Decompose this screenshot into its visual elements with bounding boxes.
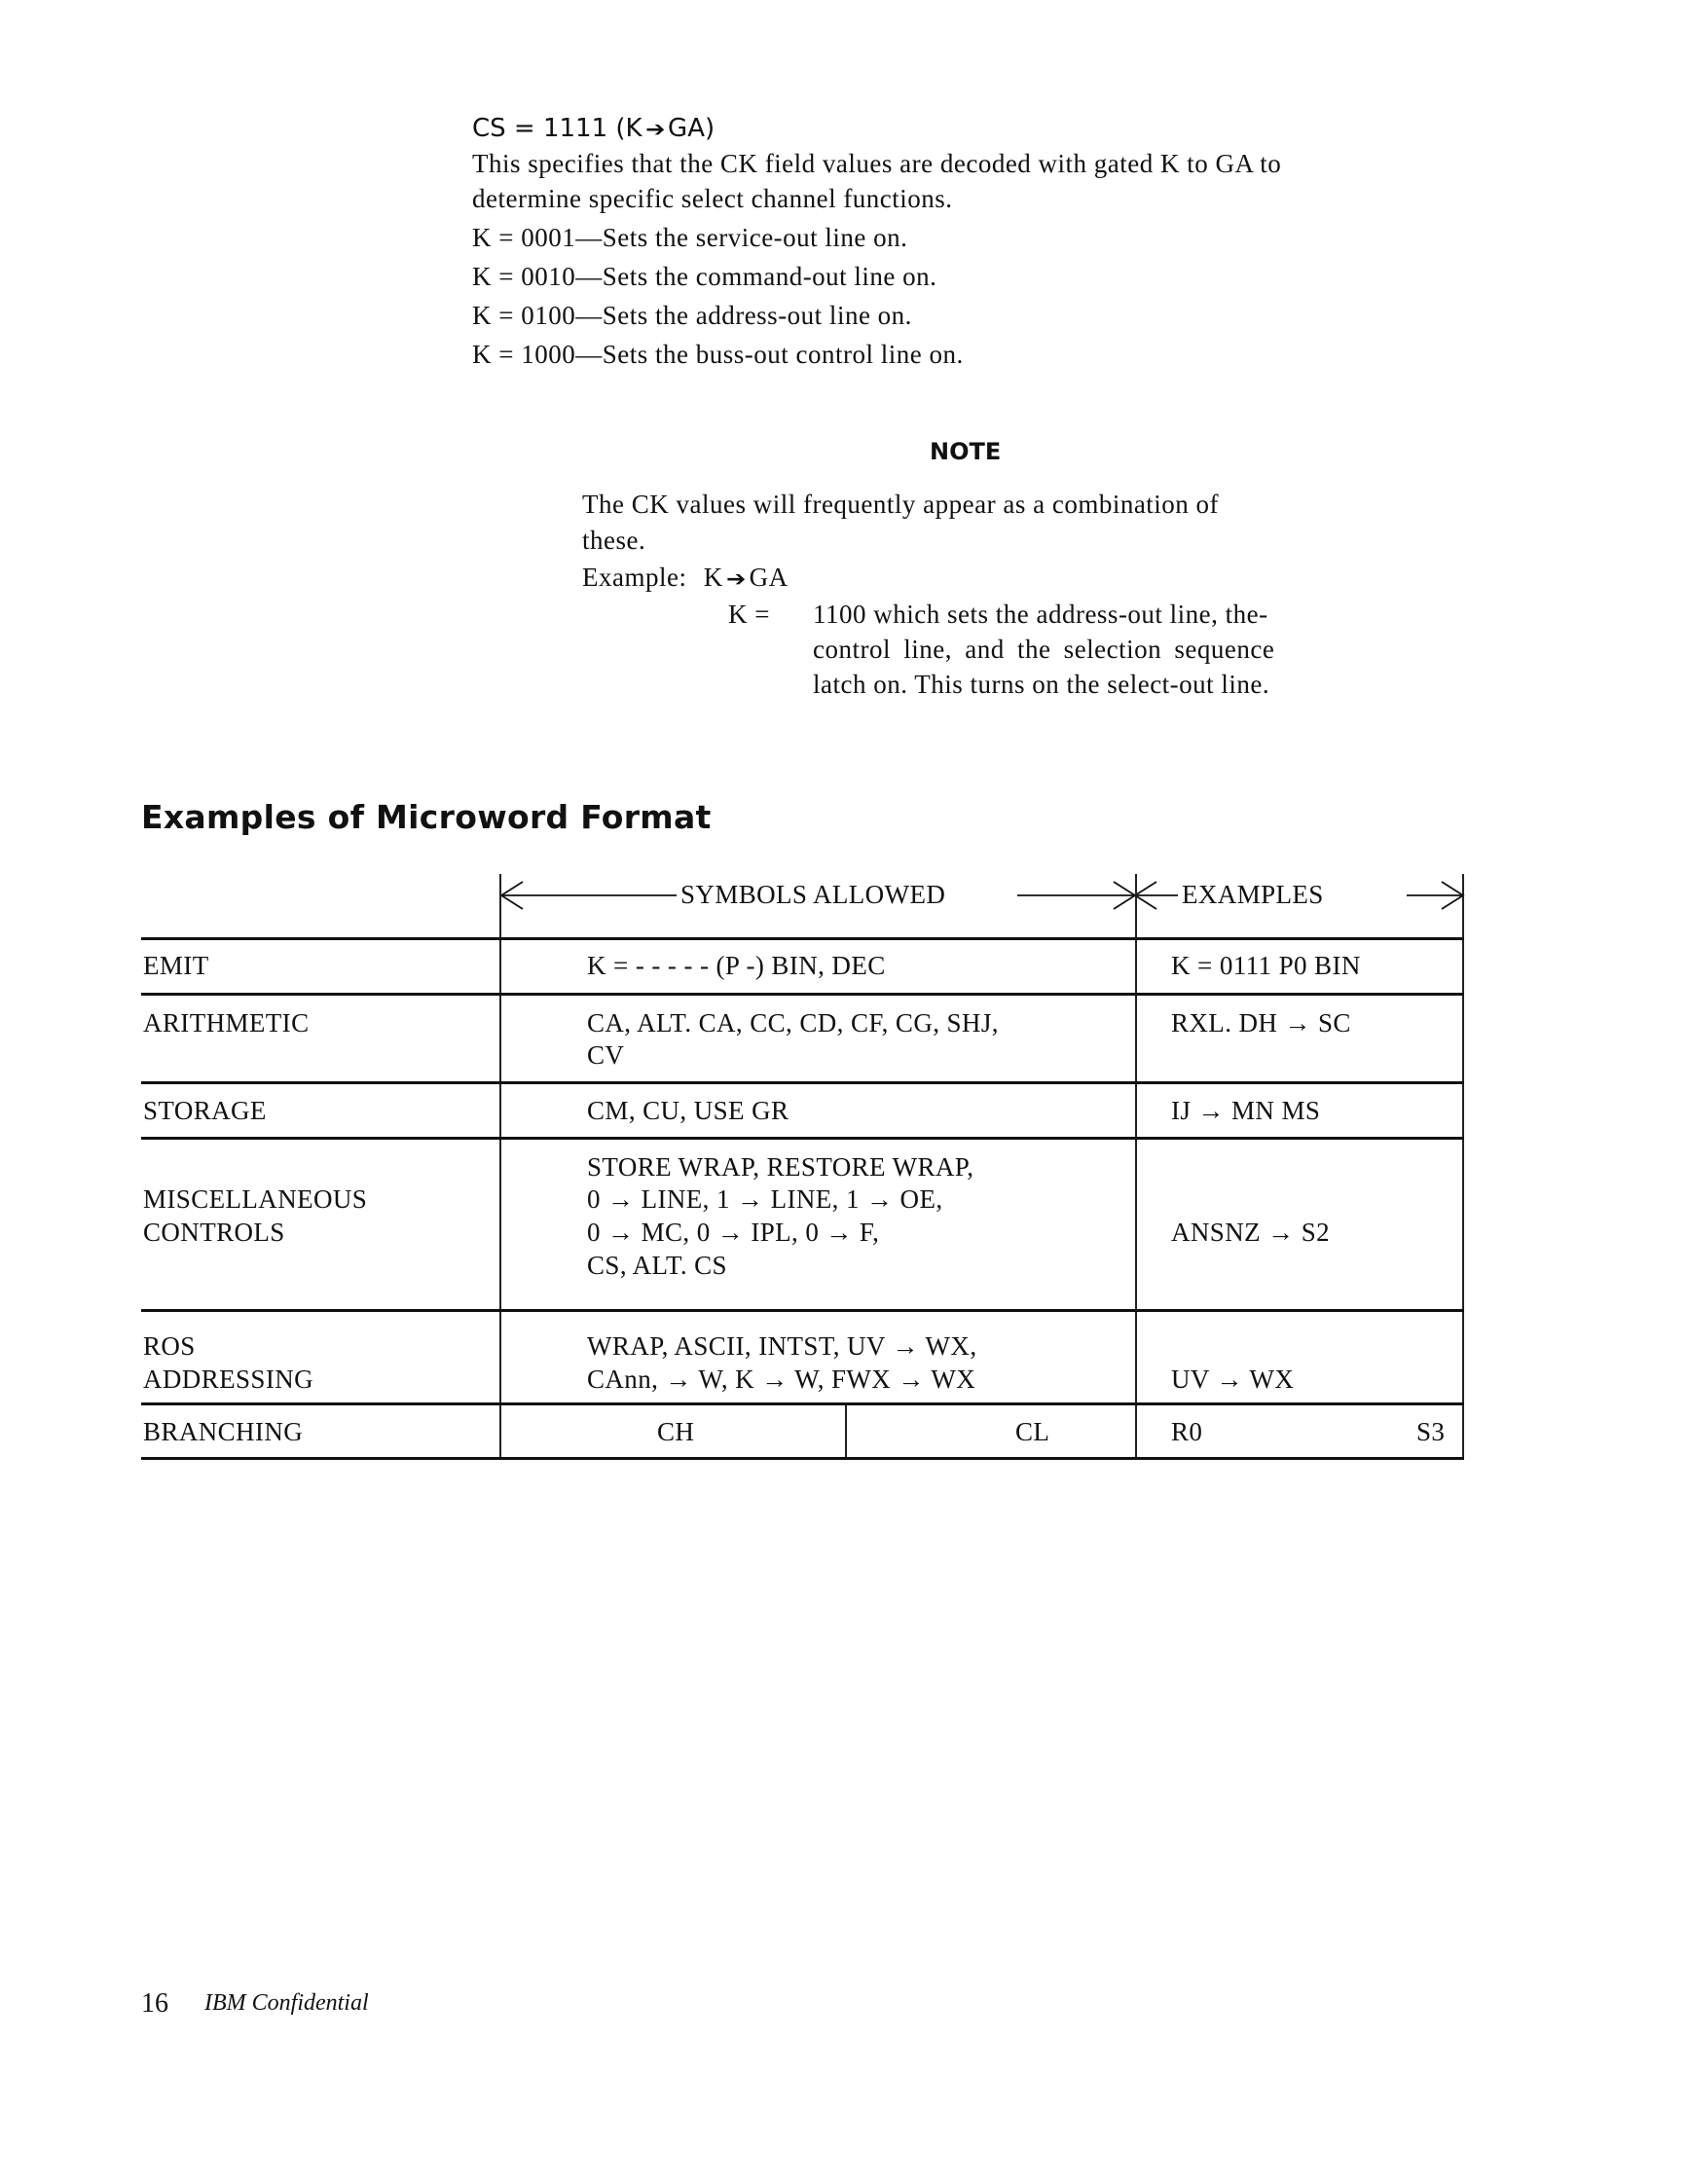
arrow-right-icon: ➔ — [644, 118, 665, 142]
note-line-2: these. — [582, 526, 646, 555]
example-right: GA — [749, 563, 789, 592]
cs-line — [472, 114, 715, 143]
note-line-1: The CK values will frequently appear as a combination of — [582, 490, 1220, 519]
row-symbols: CAnn, → W, K → W, FWX → WX — [587, 1365, 976, 1394]
row-examples: IJ → MN MS — [1171, 1096, 1321, 1125]
note-k-line: latch on. This turns on the select-out line. — [813, 670, 1270, 699]
row-symbols: K = - - - - - (P -) BIN, DEC — [587, 951, 886, 980]
column-divider — [499, 874, 501, 1458]
row-symbols: 0 → MC, 0 → IPL, 0 → F, — [587, 1218, 880, 1247]
branching-ch: CH — [657, 1417, 695, 1446]
row-symbols: STORE WRAP, RESTORE WRAP, — [587, 1152, 974, 1182]
row-rule — [141, 1137, 1464, 1140]
column-divider — [1462, 874, 1464, 1458]
row-category: CONTROLS — [143, 1218, 285, 1247]
k-line: K = 0100—Sets the address-out line on. — [472, 301, 912, 330]
page-number: 16 — [141, 1988, 168, 2019]
row-symbols: CV — [587, 1040, 625, 1070]
section-heading: Examples of Microword Format — [141, 798, 712, 836]
example-label: Example: — [582, 563, 687, 592]
row-symbols: WRAP, ASCII, INTST, UV → WX, — [587, 1331, 977, 1361]
cs-line-prefix: CS = 1111 (K — [472, 114, 642, 143]
branching-divider — [845, 1404, 847, 1458]
row-rule — [141, 1309, 1464, 1312]
row-rule — [141, 1457, 1464, 1460]
footer-text: IBM Confidential — [204, 1990, 369, 2016]
row-symbols: CS, ALT. CS — [587, 1251, 727, 1280]
example-left: K — [703, 563, 723, 592]
arrow-right-icon: ➔ — [725, 567, 747, 592]
row-category: STORAGE — [143, 1096, 267, 1125]
note-example — [582, 563, 789, 593]
header-symbols-allowed: SYMBOLS ALLOWED — [680, 880, 946, 909]
intro-paragraph-line-1: This specifies that the CK field values are decoded with gated K to GA to — [472, 149, 1282, 178]
row-rule — [141, 993, 1464, 996]
k-line: K = 0001—Sets the service-out line on. — [472, 223, 908, 252]
column-divider — [1135, 874, 1137, 1458]
row-rule — [141, 1081, 1464, 1084]
cs-line-suffix: GA) — [668, 114, 716, 143]
row-category: EMIT — [143, 951, 209, 980]
row-category: ADDRESSING — [143, 1365, 314, 1394]
k-line: K = 0010—Sets the command-out line on. — [472, 262, 937, 291]
row-symbols: CM, CU, USE GR — [587, 1096, 789, 1125]
row-symbols: 0 → LINE, 1 → LINE, 1 → OE, — [587, 1184, 943, 1214]
k-line: K = 1000—Sets the buss-out control line on. — [472, 340, 964, 369]
branching-s3: S3 — [1416, 1417, 1446, 1446]
branching-cl: CL — [1015, 1417, 1050, 1446]
row-category: ARITHMETIC — [143, 1008, 310, 1037]
row-examples: RXL. DH → SC — [1171, 1008, 1351, 1037]
row-category: ROS — [143, 1331, 196, 1361]
note-title: NOTE — [930, 438, 1002, 465]
row-examples: ANSNZ → S2 — [1171, 1218, 1331, 1247]
header-arrows — [492, 874, 1475, 918]
note-k-label: K = — [728, 600, 770, 629]
header-examples: EXAMPLES — [1182, 880, 1324, 909]
branching-r0: R0 — [1171, 1417, 1203, 1446]
row-symbols: CA, ALT. CA, CC, CD, CF, CG, SHJ, — [587, 1008, 999, 1037]
note-k-line: control line, and the selection sequence — [813, 635, 1275, 664]
row-category: BRANCHING — [143, 1417, 304, 1446]
note-k-line: 1100 which sets the address-out line, the- — [813, 600, 1268, 629]
intro-paragraph-line-2: determine specific select channel functions. — [472, 184, 953, 213]
row-rule — [141, 937, 1464, 940]
row-examples: K = 0111 P0 BIN — [1171, 951, 1361, 980]
row-examples: UV → WX — [1171, 1365, 1295, 1394]
row-rule — [141, 1402, 1464, 1405]
row-category: MISCELLANEOUS — [143, 1184, 368, 1214]
